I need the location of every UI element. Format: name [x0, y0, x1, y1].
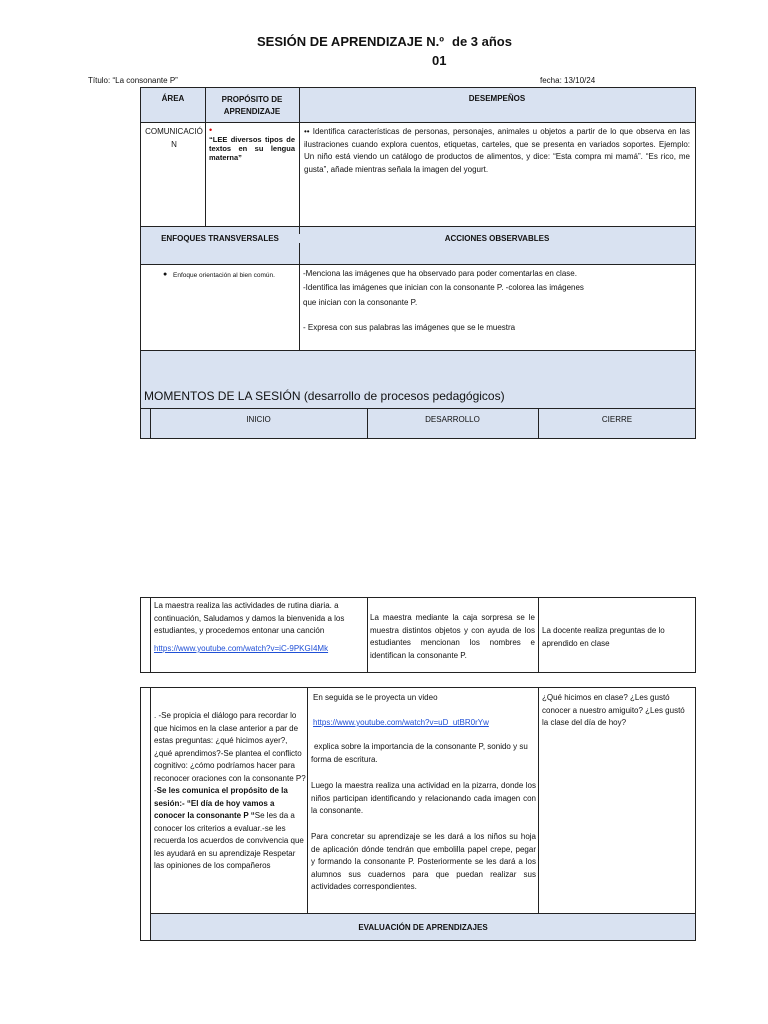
session-age: de 3 años [452, 34, 512, 49]
desarrollo-video: En seguida se le proyecta un video [313, 693, 438, 702]
evaluacion-header: EVALUACIÓN DE APRENDIZAJES [151, 913, 695, 940]
session-fecha: fecha: 13/10/24 [540, 76, 596, 85]
desarrollo-video-link[interactable]: https://www.youtube.com/watch?v=uD_utBR0rYw [313, 718, 489, 727]
col-cierre: CIERRE [601, 415, 633, 424]
area-value: COMUNICACIÓN [145, 127, 203, 149]
proposito-bullet: • [209, 125, 213, 135]
col-desempenos: DESEMPEÑOS [299, 94, 695, 103]
session-number: 01 [432, 53, 447, 68]
session-titulo: Título: “La consonante P” [88, 76, 178, 85]
acciones-line-1: -Menciona las imágenes que ha observado para poder comentarlas en clase. [303, 269, 577, 278]
cierre-preguntas: ¿Qué hicimos en clase? ¿Les gustó conocer a nuestro amiguito? ¿Les gustó la clase del día de hoy? [542, 693, 685, 727]
inicio-dialogo-bold: Se les comunica el propósito de la sesión:- “El día de hoy vamos a conocer la consonante P “ [154, 786, 288, 820]
desempeno-value: •• Identifica características de personas, personajes, animales u objetos a partir de lo que observa en las ilustraciones cuando explora cuentos, etiquetas, carteles, que se presenta en variados soportes. Ejemplo: Un niño está viendo un catálogo de productos de alimentos, y dice: “Esta compra mi mamá”. “Es rico, me gusta”, añade mientras señala la imagen del yogurt. [304, 127, 690, 174]
desarrollo-text: La maestra mediante la caja sorpresa se le muestra distintos objetos y con ayuda de los estudiantes mencionan los nombres e identifican la consonante P. [370, 613, 535, 660]
col-acciones: ACCIONES OBSERVABLES [299, 234, 695, 243]
col-area: ÁREA [141, 94, 205, 103]
inicio-dialogo-plain: . -Se propicia el diálogo para recordar lo que hicimos en la clase anterior a par de estas preguntas: ¿qué hicimos ayer?, ¿qué aprendimos?-Se plantea el conflicto cognitivo: ¿cómo podríamos hacer para reconocer oraciones con la consonante P?- [154, 711, 306, 795]
proposito-value: “LEE diversos tipos de textos en su lengua materna” [209, 135, 295, 162]
inicio-dialogo [154, 710, 306, 873]
momentos-heading: MOMENTOS DE LA SESIÓN (desarrollo de procesos pedagógicos) [144, 389, 505, 403]
col-enfoques: ENFOQUES TRANSVERSALES [141, 234, 299, 243]
desarrollo-explica: explica sobre la importancia de la consonante P, sonido y su forma de escritura. [311, 742, 528, 764]
inicio-video-link[interactable]: https://www.youtube.com/watch?v=iC-9PKGI4Mk [154, 644, 329, 653]
session-title: SESIÓN DE APRENDIZAJE N.º [257, 34, 445, 49]
acciones-line-2: -Identifica las imágenes que inician con la consonante P. -colorea las imágenes [303, 283, 584, 292]
cierre-text: La docente realiza preguntas de lo aprendido en clase [542, 626, 665, 648]
desarrollo-actividad: Luego la maestra realiza una actividad en la pizarra, donde los niños participan identificando y relacionando cada imagen con la consonante. [311, 781, 536, 815]
acciones-line-4: - Expresa con sus palabras las imágenes que se le muestra [303, 323, 516, 332]
desarrollo-aplicacion: Para concretar su aprendizaje se les dará a los niños su hoja de aplicación dónde tendrán que embolilla papel crepe, pegar y formando la consonante P. Posteriormente se les dará a los alumnos sus cuadernos para que puedan realizar sus actividades correspondientes. [311, 832, 536, 891]
inicio-dialogo-plain-2: Se les da a conocer los criterios a evaluar.-se les recuerda los acuerdos de convivencia que les ayudará en su aprendizaje Respetar las opiniones de los compañeros [154, 811, 304, 870]
header-row-2 [141, 226, 695, 264]
enfoque-value: Enfoque orientación al bien común. [173, 272, 275, 279]
acciones-line-3: que inician con la consonante P. [303, 298, 418, 307]
col-desarrollo: DESARROLLO [425, 415, 480, 424]
enfoque-bullet: ● [163, 271, 168, 278]
col-proposito: PROPÓSITO DE APRENDIZAJE [205, 94, 299, 118]
inicio-text: La maestra realiza las actividades de rutina diaria. a continuación, Saludamos y damos la bienvenida a los estudiantes, y procedemos entonar una canción [154, 601, 345, 635]
table-planning [140, 87, 696, 351]
col-inicio: INICIO [246, 415, 271, 424]
